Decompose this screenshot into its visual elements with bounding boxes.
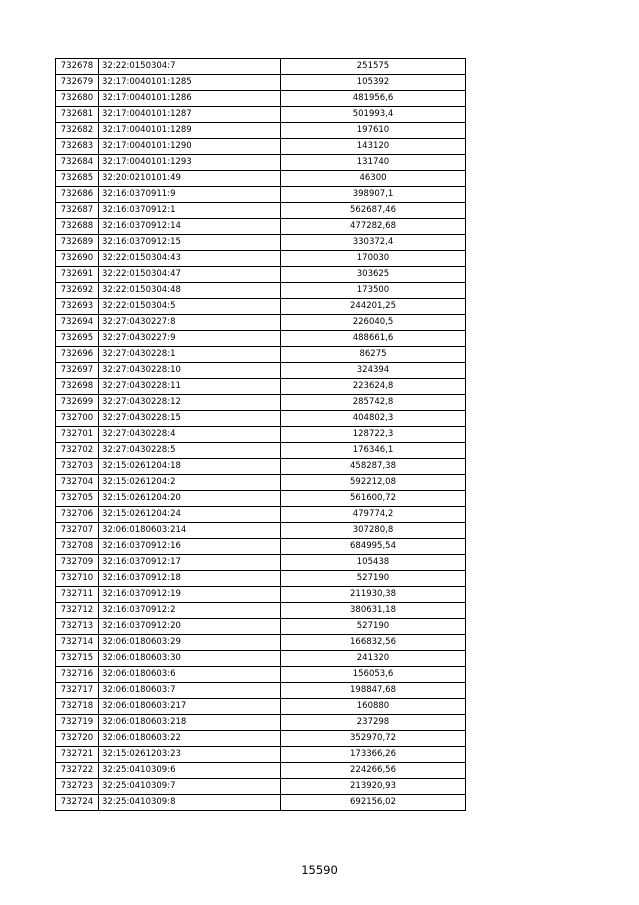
value-cell: 213920,93 xyxy=(281,779,466,795)
row-id-cell: 732686 xyxy=(56,187,99,203)
cadastral-number-cell: 32:16:0370912:19 xyxy=(99,587,281,603)
table-row xyxy=(56,443,466,459)
value-cell: 501993,4 xyxy=(281,107,466,123)
value-cell: 303625 xyxy=(281,267,466,283)
value-cell: 156053,6 xyxy=(281,667,466,683)
row-id-cell: 732721 xyxy=(56,747,99,763)
value-cell: 128722,3 xyxy=(281,427,466,443)
table-row xyxy=(56,251,466,267)
row-id-cell: 732696 xyxy=(56,347,99,363)
table-row xyxy=(56,171,466,187)
cadastral-number-cell: 32:25:0410309:8 xyxy=(99,795,281,811)
value-cell: 285742,8 xyxy=(281,395,466,411)
table-row xyxy=(56,507,466,523)
row-id-cell: 732690 xyxy=(56,251,99,267)
cadastral-number-cell: 32:15:0261203:23 xyxy=(99,747,281,763)
table-row xyxy=(56,75,466,91)
cadastral-number-cell: 32:16:0370912:17 xyxy=(99,555,281,571)
table-row xyxy=(56,795,466,811)
table-row xyxy=(56,203,466,219)
cadastral-number-cell: 32:25:0410309:7 xyxy=(99,779,281,795)
value-cell: 562687,46 xyxy=(281,203,466,219)
table-row xyxy=(56,699,466,715)
table-row xyxy=(56,747,466,763)
table-row xyxy=(56,731,466,747)
value-cell: 176346,1 xyxy=(281,443,466,459)
row-id-cell: 732702 xyxy=(56,443,99,459)
row-id-cell: 732680 xyxy=(56,91,99,107)
row-id-cell: 732706 xyxy=(56,507,99,523)
row-id-cell: 732704 xyxy=(56,475,99,491)
row-id-cell: 732700 xyxy=(56,411,99,427)
value-cell: 170030 xyxy=(281,251,466,267)
table-row xyxy=(56,107,466,123)
table-row xyxy=(56,587,466,603)
cadastral-number-cell: 32:16:0370912:20 xyxy=(99,619,281,635)
value-cell: 352970,72 xyxy=(281,731,466,747)
table-row xyxy=(56,571,466,587)
table-row xyxy=(56,59,466,75)
table-row xyxy=(56,267,466,283)
row-id-cell: 732694 xyxy=(56,315,99,331)
row-id-cell: 732695 xyxy=(56,331,99,347)
row-id-cell: 732716 xyxy=(56,667,99,683)
row-id-cell: 732679 xyxy=(56,75,99,91)
value-cell: 86275 xyxy=(281,347,466,363)
row-id-cell: 732691 xyxy=(56,267,99,283)
cadastral-number-cell: 32:15:0261204:2 xyxy=(99,475,281,491)
cadastral-number-cell: 32:27:0430228:12 xyxy=(99,395,281,411)
row-id-cell: 732678 xyxy=(56,59,99,75)
cadastral-number-cell: 32:16:0370912:15 xyxy=(99,235,281,251)
value-cell: 211930,38 xyxy=(281,587,466,603)
table-row xyxy=(56,235,466,251)
page-number: 15590 xyxy=(301,863,338,877)
value-cell: 692156,02 xyxy=(281,795,466,811)
table-row xyxy=(56,427,466,443)
value-cell: 684995,54 xyxy=(281,539,466,555)
cadastral-number-cell: 32:06:0180603:214 xyxy=(99,523,281,539)
row-id-cell: 732703 xyxy=(56,459,99,475)
row-id-cell: 732689 xyxy=(56,235,99,251)
table-row xyxy=(56,635,466,651)
row-id-cell: 732717 xyxy=(56,683,99,699)
cadastral-number-cell: 32:17:0040101:1285 xyxy=(99,75,281,91)
cadastral-number-cell: 32:06:0180603:30 xyxy=(99,651,281,667)
table-row xyxy=(56,667,466,683)
table-row xyxy=(56,539,466,555)
cadastral-number-cell: 32:06:0180603:22 xyxy=(99,731,281,747)
table-row xyxy=(56,219,466,235)
value-cell: 173500 xyxy=(281,283,466,299)
cadastral-number-cell: 32:15:0261204:24 xyxy=(99,507,281,523)
table-row xyxy=(56,347,466,363)
cadastral-number-cell: 32:16:0370912:14 xyxy=(99,219,281,235)
row-id-cell: 732710 xyxy=(56,571,99,587)
table-row xyxy=(56,475,466,491)
row-id-cell: 732699 xyxy=(56,395,99,411)
row-id-cell: 732697 xyxy=(56,363,99,379)
table-body xyxy=(56,59,466,811)
value-cell: 398907,1 xyxy=(281,187,466,203)
value-cell: 527190 xyxy=(281,619,466,635)
row-id-cell: 732693 xyxy=(56,299,99,315)
cadastral-number-cell: 32:06:0180603:6 xyxy=(99,667,281,683)
value-cell: 244201,25 xyxy=(281,299,466,315)
cadastral-number-cell: 32:20:0210101:49 xyxy=(99,171,281,187)
table-row xyxy=(56,619,466,635)
value-cell: 479774,2 xyxy=(281,507,466,523)
cadastral-number-cell: 32:27:0430228:11 xyxy=(99,379,281,395)
cadastral-number-cell: 32:22:0150304:43 xyxy=(99,251,281,267)
table-row xyxy=(56,187,466,203)
row-id-cell: 732709 xyxy=(56,555,99,571)
row-id-cell: 732711 xyxy=(56,587,99,603)
cadastral-number-cell: 32:06:0180603:29 xyxy=(99,635,281,651)
cadastral-number-cell: 32:27:0430228:1 xyxy=(99,347,281,363)
row-id-cell: 732688 xyxy=(56,219,99,235)
table-row xyxy=(56,715,466,731)
cadastral-number-cell: 32:06:0180603:217 xyxy=(99,699,281,715)
value-cell: 197610 xyxy=(281,123,466,139)
table-row xyxy=(56,779,466,795)
value-cell: 324394 xyxy=(281,363,466,379)
cadastral-number-cell: 32:27:0430228:4 xyxy=(99,427,281,443)
cadastral-number-cell: 32:27:0430227:8 xyxy=(99,315,281,331)
table-row xyxy=(56,283,466,299)
table-row xyxy=(56,459,466,475)
cadastral-number-cell: 32:22:0150304:7 xyxy=(99,59,281,75)
table-row xyxy=(56,363,466,379)
table-row xyxy=(56,491,466,507)
value-cell: 143120 xyxy=(281,139,466,155)
table-row xyxy=(56,299,466,315)
cadastral-number-cell: 32:06:0180603:7 xyxy=(99,683,281,699)
value-cell: 226040,5 xyxy=(281,315,466,331)
table-row xyxy=(56,763,466,779)
cadastral-number-cell: 32:27:0430227:9 xyxy=(99,331,281,347)
table-row xyxy=(56,651,466,667)
value-cell: 46300 xyxy=(281,171,466,187)
row-id-cell: 732683 xyxy=(56,139,99,155)
cadastral-number-cell: 32:27:0430228:10 xyxy=(99,363,281,379)
cadastral-number-cell: 32:06:0180603:218 xyxy=(99,715,281,731)
value-cell: 131740 xyxy=(281,155,466,171)
row-id-cell: 732692 xyxy=(56,283,99,299)
table-row xyxy=(56,523,466,539)
value-cell: 477282,68 xyxy=(281,219,466,235)
table-row xyxy=(56,411,466,427)
cadastral-number-cell: 32:17:0040101:1286 xyxy=(99,91,281,107)
row-id-cell: 732701 xyxy=(56,427,99,443)
cadastral-number-cell: 32:22:0150304:48 xyxy=(99,283,281,299)
row-id-cell: 732705 xyxy=(56,491,99,507)
row-id-cell: 732713 xyxy=(56,619,99,635)
cadastral-number-cell: 32:25:0410309:6 xyxy=(99,763,281,779)
value-cell: 105438 xyxy=(281,555,466,571)
cadastral-number-cell: 32:16:0370911:9 xyxy=(99,187,281,203)
value-cell: 251575 xyxy=(281,59,466,75)
row-id-cell: 732682 xyxy=(56,123,99,139)
value-cell: 173366,26 xyxy=(281,747,466,763)
value-cell: 160880 xyxy=(281,699,466,715)
row-id-cell: 732724 xyxy=(56,795,99,811)
row-id-cell: 732684 xyxy=(56,155,99,171)
value-cell: 527190 xyxy=(281,571,466,587)
value-cell: 307280,8 xyxy=(281,523,466,539)
value-cell: 330372,4 xyxy=(281,235,466,251)
value-cell: 237298 xyxy=(281,715,466,731)
value-cell: 592212,08 xyxy=(281,475,466,491)
cadastral-number-cell: 32:27:0430228:15 xyxy=(99,411,281,427)
value-cell: 224266,56 xyxy=(281,763,466,779)
value-cell: 241320 xyxy=(281,651,466,667)
value-cell: 198847,68 xyxy=(281,683,466,699)
row-id-cell: 732681 xyxy=(56,107,99,123)
cadastral-number-cell: 32:17:0040101:1287 xyxy=(99,107,281,123)
cadastral-number-cell: 32:17:0040101:1290 xyxy=(99,139,281,155)
row-id-cell: 732719 xyxy=(56,715,99,731)
value-cell: 380631,18 xyxy=(281,603,466,619)
row-id-cell: 732718 xyxy=(56,699,99,715)
value-cell: 488661,6 xyxy=(281,331,466,347)
row-id-cell: 732723 xyxy=(56,779,99,795)
row-id-cell: 732698 xyxy=(56,379,99,395)
table-row xyxy=(56,315,466,331)
value-cell: 458287,38 xyxy=(281,459,466,475)
table-row xyxy=(56,91,466,107)
cadastral-number-cell: 32:15:0261204:20 xyxy=(99,491,281,507)
table-row xyxy=(56,683,466,699)
value-cell: 105392 xyxy=(281,75,466,91)
row-id-cell: 732685 xyxy=(56,171,99,187)
value-cell: 561600,72 xyxy=(281,491,466,507)
cadastral-number-cell: 32:27:0430228:5 xyxy=(99,443,281,459)
cadastral-number-cell: 32:15:0261204:18 xyxy=(99,459,281,475)
table-row xyxy=(56,603,466,619)
table-row xyxy=(56,555,466,571)
table-row xyxy=(56,139,466,155)
cadastral-number-cell: 32:16:0370912:2 xyxy=(99,603,281,619)
table-row xyxy=(56,123,466,139)
cadastral-number-cell: 32:16:0370912:1 xyxy=(99,203,281,219)
cadastral-number-cell: 32:16:0370912:16 xyxy=(99,539,281,555)
cadastral-number-cell: 32:22:0150304:5 xyxy=(99,299,281,315)
value-cell: 481956,6 xyxy=(281,91,466,107)
row-id-cell: 732687 xyxy=(56,203,99,219)
row-id-cell: 732722 xyxy=(56,763,99,779)
row-id-cell: 732720 xyxy=(56,731,99,747)
cadastral-number-cell: 32:17:0040101:1293 xyxy=(99,155,281,171)
table-row xyxy=(56,379,466,395)
cadastral-number-cell: 32:16:0370912:18 xyxy=(99,571,281,587)
row-id-cell: 732712 xyxy=(56,603,99,619)
row-id-cell: 732715 xyxy=(56,651,99,667)
table-row xyxy=(56,155,466,171)
value-cell: 223624,8 xyxy=(281,379,466,395)
data-table xyxy=(55,58,466,811)
cadastral-number-cell: 32:17:0040101:1289 xyxy=(99,123,281,139)
value-cell: 404802,3 xyxy=(281,411,466,427)
table-row xyxy=(56,331,466,347)
row-id-cell: 732707 xyxy=(56,523,99,539)
row-id-cell: 732714 xyxy=(56,635,99,651)
value-cell: 166832,56 xyxy=(281,635,466,651)
table-row xyxy=(56,395,466,411)
cadastral-number-cell: 32:22:0150304:47 xyxy=(99,267,281,283)
row-id-cell: 732708 xyxy=(56,539,99,555)
